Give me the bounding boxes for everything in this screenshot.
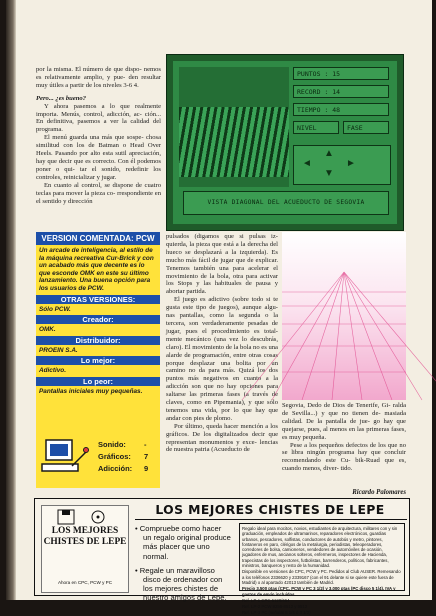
distributor-value: PROEIN S.A. (39, 346, 78, 354)
creator-value: OMK. (39, 326, 56, 334)
sound-value: - (144, 440, 147, 449)
page-spine (6, 0, 16, 600)
arrow-down-icon: ▼ (324, 168, 334, 179)
paragraph: Y ahora pasemos a lo que realmente importa. Menús, control, adicción, ac- ción... En definitiva, pasemos a ver la calidad del programa. (36, 102, 161, 134)
arrow-left-icon: ◄ (302, 158, 312, 169)
grid-graphic (282, 232, 406, 400)
graphics-label: Gráficos: (98, 452, 131, 461)
article-column-2 (166, 233, 278, 454)
paragraph: El juego es adictivo (sobre todo si te gusta este tipo de juegos), aunque algu- nas pantallas, como la segunda o la tercera, son verdaderamente pesadas de jugar, pues el procedimiento es total- mente mecánico (una vez lo descubrás, claro). El movimiento de la bola no es una alarde de programación, entre otras cosas porque desplazar una bolita por un camino no da para más. Quizá los dos puntos más negativos en cuanto a la adicción son que no hay opciones para saltarse las primeras fases (a través de claves, como en Pipemania), y que sólo tenemos una vida, por lo que hay que andar con pies de plomo. (166, 296, 278, 422)
perspective-grid-image (282, 232, 406, 400)
ad-ref-3: Ref. LP-3 PC (señalar 5 1/4 ó 3 1/2) (242, 610, 311, 616)
paragraph: En cuanto al control, se dispone de cuatro teclas para mover la pieza co- rrespondiente en el sentido y dirección (36, 181, 161, 205)
best-value: Adictivo. (39, 367, 66, 375)
arrow-up-icon: ▲ (324, 148, 334, 159)
ad-title: LOS MEJORES CHISTES DE LEPE (155, 502, 385, 517)
other-versions-label: OTRAS VERSIONES: (36, 295, 160, 304)
hud-record: RECORD : 14 (293, 85, 389, 98)
arrow-right-icon: ► (346, 158, 356, 169)
other-versions-value: Sólo PCW. (39, 305, 71, 313)
ad-ref-1: Ref. LP-1 CPC 6128/664 (242, 597, 290, 603)
review-description: Un arcade de inteligencia, al estilo de la máquina recreativa Cur-Brick y con un acabado más que decente es lo que esconde OMK en este su último lanzamiento. Una buena opción para los usuarios de PCW. (39, 247, 154, 292)
sound-label: Sonido: (98, 440, 126, 449)
ad-book-subtitle: Ahora en CPC, PCW y PC (57, 580, 113, 585)
ad-order-info (239, 523, 405, 616)
creator-label: Creador: (36, 315, 160, 324)
game-screenshot (166, 54, 404, 231)
hud-time: TIEMPO : 48 (293, 103, 389, 116)
computer-illustration (40, 436, 90, 480)
worst-value: Pantallas iniciales muy pequeñas. (39, 387, 143, 395)
ad-bullet-1: • Compruebe como hacer un regalo original produce más placer que uno normal. (135, 524, 231, 561)
hud-points: PUNTOS : 15 (293, 67, 389, 80)
hud-phase: FASE (343, 121, 389, 134)
aqueduct-image (179, 67, 289, 187)
hud-level: NIVEL (293, 121, 339, 134)
article-column-1 (36, 66, 161, 205)
review-box-title: VERSION COMENTADA: PCW (36, 232, 160, 245)
disk-icon (48, 508, 122, 528)
ad-ref-2: Ref. LP-2 PCW 8256-8512 y 9512 (242, 604, 308, 610)
game-screen (173, 61, 397, 224)
paragraph: Pese a los pequeños defectos de los que no se libra ningún programa hay que concluir recomendando este Cu- bik-Ruad que es, cuando menos, diver- tido. (282, 441, 406, 473)
best-label: Lo mejor: (36, 356, 160, 365)
magazine-page (6, 0, 432, 616)
paragraph: Segovia, Dedo de Dios de Tenerife, Gi- ralda de Sevilla...) y que no tienen de- masiada calidad. De la pantalla de jue- go hay que quejarse, pues, al menos en las primeras fases, es muy pequeña. (282, 402, 406, 441)
paragraph: Por último, queda hacer mención a los gráficos. De los digitalizados decir que representan monumentos y exce- lencias de nuestra patria (Acueducto de (166, 422, 278, 454)
direction-arrows (293, 145, 391, 185)
ad-book-cover (41, 505, 129, 593)
ad-title-rule (135, 519, 407, 520)
ad-price: Precio 3.500 ptas (CPC, PCW y PC 3 1/2) y 3.000 ptas (PC disco 5 1/4). IVA y gastos de envío incluidos. (242, 586, 396, 597)
paragraph: por la misma. El número de que dispo- nemos es relativamente amplio, y pue- den resultar muy útiles a partir de los niveles 3-6 4. (36, 66, 161, 89)
graphics-value: 7 (144, 452, 149, 461)
author-signature: Ricardo Palomares (352, 489, 406, 496)
ratings-panel (36, 436, 160, 482)
addiction-label: Adicción: (98, 464, 133, 473)
paragraph: El menú guarda una más que sospe- chosa similitud con los de Batman o Head Over Heels. Pasando por alto esta sutil apreciación, hay que decir que es correcto. Con él podemos poner o qui- tar el sonido, redefinir los controles, reinicializar y jugar. (36, 134, 161, 181)
ad-bullets (135, 524, 231, 608)
ad-text-1: Regalo ideal para mocitos, novios, estudiantes de arquitectura, militares con y sin graduación, empleados de ultramarinos, reparadores electrónicos, guardias urbanos, pescadores, solfistas, conductores de autobús y metro, pintores, fontaneros en paro, clérigos de la metalurgia, periodistas, teleoperadores, corredores de bolsa, camioneros, vendedores de automóviles de ocasión, jugadores de mus, ancianos solteros, enfermeros, inspectores de Hacienda, trapecistas de los inspectores, futbolistas, barrenderos, políticos, fabricantes, ministros, banqueros y resto de la humanidad. (242, 526, 398, 569)
distributor-label: Distribuidor: (36, 336, 160, 345)
ad-text-2: Disponible en versiones de CPC, PCW y PC. Pedidos al Club AUSER. Remesando a los teléfonos 2336620 y 2339167 (con el 91 delante si se quiere este fuera de Madrid) o al apartado 42013 también de Madrid. (242, 569, 401, 585)
ad-bullet-2: • Regale un maravilloso disco de ordenador con los mejores chistes de nuestro amigos de Lepe. (135, 565, 227, 603)
addiction-value: 9 (144, 464, 149, 473)
worst-label: Lo peor: (36, 377, 160, 386)
section-heading: Pero... ¿es bueno? (36, 94, 87, 102)
article-column-3 (282, 402, 406, 473)
paragraph: pulsados (digamos que si pulsas iz- quierda, la pieza que está a la derecha del hueco se desplazará a la izquierda). Es mucho más fácil de jugar que de explicar. Tenemos también una para acelerar el movimiento de la bola, otra para activar los Stops y las habituales de pausa y abortar partida. (166, 233, 278, 296)
ad-book-title: LOS MEJORES CHISTES DE LEPE (43, 526, 127, 547)
advertisement (34, 498, 410, 616)
screen-caption: VISTA DIAGONAL DEL ACUEDUCTO DE SEGOVIA (183, 191, 389, 215)
